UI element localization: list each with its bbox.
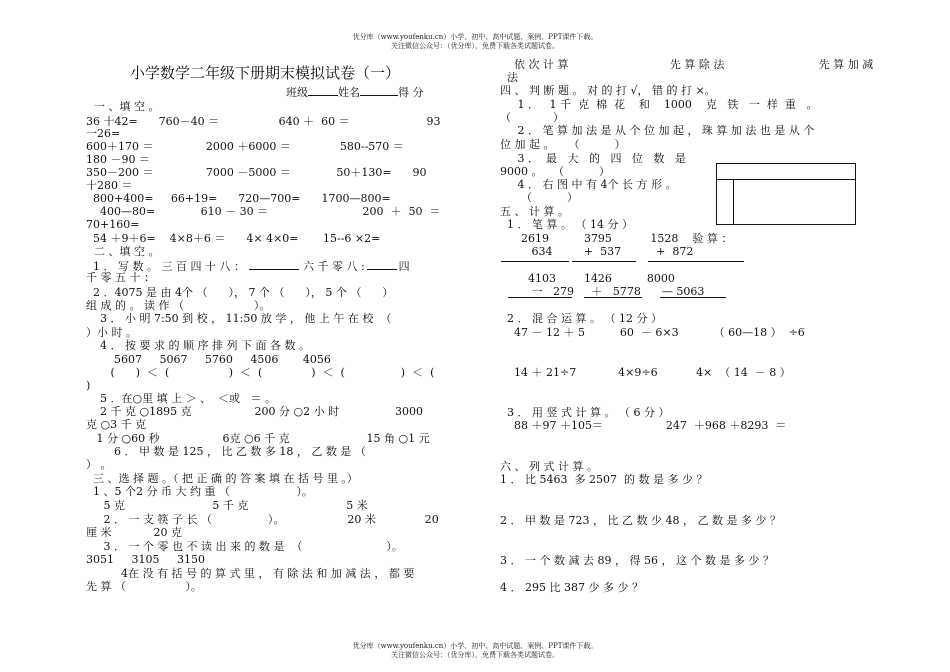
text-line: 一 279 ＋ 5778 — 5063 (500, 285, 705, 298)
text-line: （ ） (500, 111, 564, 124)
answer-rule (648, 261, 744, 262)
text-line: 2619 3795 1528 验 算 ： (500, 232, 733, 245)
text-line: 3 ． 最 大 的 四 位 数 是 (500, 152, 686, 165)
text-line: 180 －90 ＝ (86, 153, 150, 166)
text-line: 5 克 5 千 克 5 米 (86, 499, 368, 512)
write-numbers-mid: 六 千 零 八 : (302, 260, 365, 273)
header-line-1: 优分库（www.youfenku.cn）小学、初中、高中试题、案例、PPT课件下载。 (352, 33, 598, 41)
text-line: 9000 。 （ ） (500, 165, 610, 178)
answer-rule (501, 261, 569, 262)
text-line: 一 、填 空 。 (94, 100, 160, 113)
exam-title: 小学数学二年级下册期末模拟试卷（一） (130, 64, 401, 82)
text-line: 2 ． 混 合 运 算 。 （ 12 分 ） (500, 312, 662, 325)
text-line: 2 ．4075 是 由 4个 （ ）， 7 个 （ ）， 5 个 （ ） (86, 286, 394, 299)
text-line: 350－200 ＝ 7000 －5000 ＝ 50＋130= 90 (86, 166, 427, 179)
text-line: 634 + 537 + 872 (500, 245, 694, 258)
text-line: ）小 时 。 (86, 326, 137, 339)
text-line: 1 、5 个2 分 币 大 约 重 （ ）。 (86, 485, 313, 498)
text-line: 2 ． 笔 算 加 法 是 从 个 位 加 起 ， 珠 算 加 法 也 是 从 个 (500, 124, 815, 137)
class-name-score-line (286, 84, 424, 99)
text-line: 54 ＋9＋6= 4×8＋6 ＝ 4× 4×0= 15--6 ×2= (86, 232, 381, 245)
text-line: （ ） (500, 191, 578, 204)
text-line: ） 。 (86, 458, 112, 471)
text-line: 36 十42= 760－40 ＝ 640 ＋ 60 ＝ 93 (86, 115, 441, 128)
text-line: 千 零 五 十 ： (86, 271, 155, 284)
text-line: 3 ． 一 个 零 也 不 读 出 来 的 数 是 （ ）。 (86, 540, 403, 553)
answer-rule (660, 297, 726, 298)
text-line: 1 ． 比 5463 多 2507 的 数 是 多 少 ？ (500, 473, 708, 486)
text-line: 4 ． 按 要 求 的 顺 序 排 列 下 面 各 数 。 (86, 339, 310, 352)
text-line: 3 ． 用 竖 式 计 算 。 （ 6 分 ） (500, 406, 670, 419)
text-line: 2 ． 一 支 筷 子 长 （ ）。 20 米 20 (86, 513, 439, 526)
write-numbers-end: 四 (398, 260, 410, 273)
text-line: 二 、填 空 。 (94, 245, 160, 258)
text-line: 六 、 列 式 计 算 。 (500, 460, 598, 473)
text-line: 4 ． 右 图 中 有 4个 长 方 形 。 (500, 178, 677, 191)
write-numbers-label: 1 ． 写 数 。 三 百 四 十 八 ： (86, 260, 245, 273)
figure-horizontal-line (717, 179, 855, 180)
text-line: 组 成 的 。 读 作 （ ）。 (86, 299, 271, 312)
text-line: 一26= (86, 127, 121, 140)
answer-rule (584, 297, 642, 298)
text-line: 600＋170 ＝ 2000 ＋6000 ＝ 580--570 ＝ (86, 140, 404, 153)
text-line: 47 － 12 ＋ 5 60 － 6×3 （ 60—18 ） ÷6 (500, 326, 805, 339)
text-line: 70+160= (86, 218, 140, 231)
text-line: 5607 5067 5760 4506 4056 (86, 353, 331, 366)
text-line: 4 ． 295 比 387 少 多 少 ？ (500, 581, 643, 594)
answer-blank[interactable] (249, 258, 299, 270)
answer-rule (508, 297, 572, 298)
text-line: 14 ＋ 21÷7 4×9÷6 4× （ 14 － 8 ） (500, 366, 791, 379)
text-line: 2 千 克 ○1895 克 200 分 ○2 小 时 3000 (86, 405, 424, 418)
page-header (0, 33, 950, 51)
text-line: 4在 没 有 括 号 的 算 式 里 ， 有 除 法 和 加 减 法 ， 都 要 (86, 567, 415, 580)
text-line: ( ) ＜ ( ) ＜ ( ) ＜ ( ) ＜ ( (86, 366, 435, 379)
text-line: 400—80= 610 － 30 ＝ 200 ＋ 50 ＝ (86, 205, 441, 218)
text-line: 88 ＋97 ＋105＝ 247 ＋968 ＋8293 ＝ (500, 419, 787, 432)
text-line: 四 、 判 断 题 。 对 的 打 √， 错 的 打 ×。 (500, 84, 716, 97)
text-line: 1 ． 笔 算 。 （ 14 分 ） (500, 218, 633, 231)
class-label: 班级 (286, 86, 308, 99)
text-line: 5 ．在○里 填 上 ＞ 、 ＜或 ＝ 。 (86, 392, 277, 405)
text-line: 厘 米 20 克 (86, 526, 182, 539)
text-line: 依 次 计 算 先 算 除 法 先 算 加 减 (500, 58, 874, 71)
text-line: 五 、 计 算 。 (500, 205, 569, 218)
footer-line-1: 优分库（www.youfenku.cn）小学、初中、高中试题、案例、PPT课件下载。 (352, 642, 598, 650)
answer-rule (572, 261, 636, 262)
text-line: 十280 ＝ (86, 179, 133, 192)
rectangles-figure (716, 163, 856, 225)
name-label: 姓名 (338, 86, 360, 99)
header-line-2: 关注微信公众号：（优分库），免费下载各类试题试卷。 (391, 42, 559, 50)
text-line: 3 ． 一 个 数 减 去 89 ， 得 56 ， 这 个 数 是 多 少 ？ (500, 554, 774, 567)
score-label: 得 分 (398, 86, 424, 99)
text-line: 三 、选 择 题 。（ 把 正 确 的 答 案 填 在 括 号 里 。） (86, 472, 358, 485)
text-line: 3 ． 小 明 7:50 到 校 ， 11:50 放 学 ， 他 上 午 在 校 （ (86, 312, 392, 325)
text-line: ) (86, 379, 91, 392)
text-line: 1 分 ○60 秒 6克 ○6 千 克 15 角 ○1 元 (86, 432, 430, 445)
text-line: 1 ． 1 千 克 棉 花 和 1000 克 铁 一 样 重 。 (500, 98, 818, 111)
answer-blank[interactable] (367, 258, 397, 270)
text-line: 2 ． 甲 数 是 723 ， 比 乙 数 少 48 ， 乙 数 是 多 少 ？ (500, 514, 781, 527)
text-line: 800+400= 66+19= 720—700= 1700—800= (86, 192, 391, 205)
text-line: 位 加 起 。 （ ） (500, 138, 626, 151)
text-line: 3051 3105 3150 (86, 553, 205, 566)
class-blank[interactable] (308, 84, 338, 96)
text-line: 6 ． 甲 数 是 125 ， 比 乙 数 多 18 ， 乙 数 是 （ (86, 445, 366, 458)
text-line: 法 (500, 71, 518, 84)
text-line: 4103 1426 8000 (500, 272, 675, 285)
page-footer (0, 642, 950, 660)
text-line: 先 算 （ ）。 (86, 580, 202, 593)
footer-line-2: 关注微信公众号：（优分库），免费下载各类试题试卷。 (391, 651, 559, 659)
name-blank[interactable] (360, 84, 398, 96)
figure-vertical-line (733, 179, 734, 224)
text-line: 克 ○3 千 克 (86, 418, 147, 431)
